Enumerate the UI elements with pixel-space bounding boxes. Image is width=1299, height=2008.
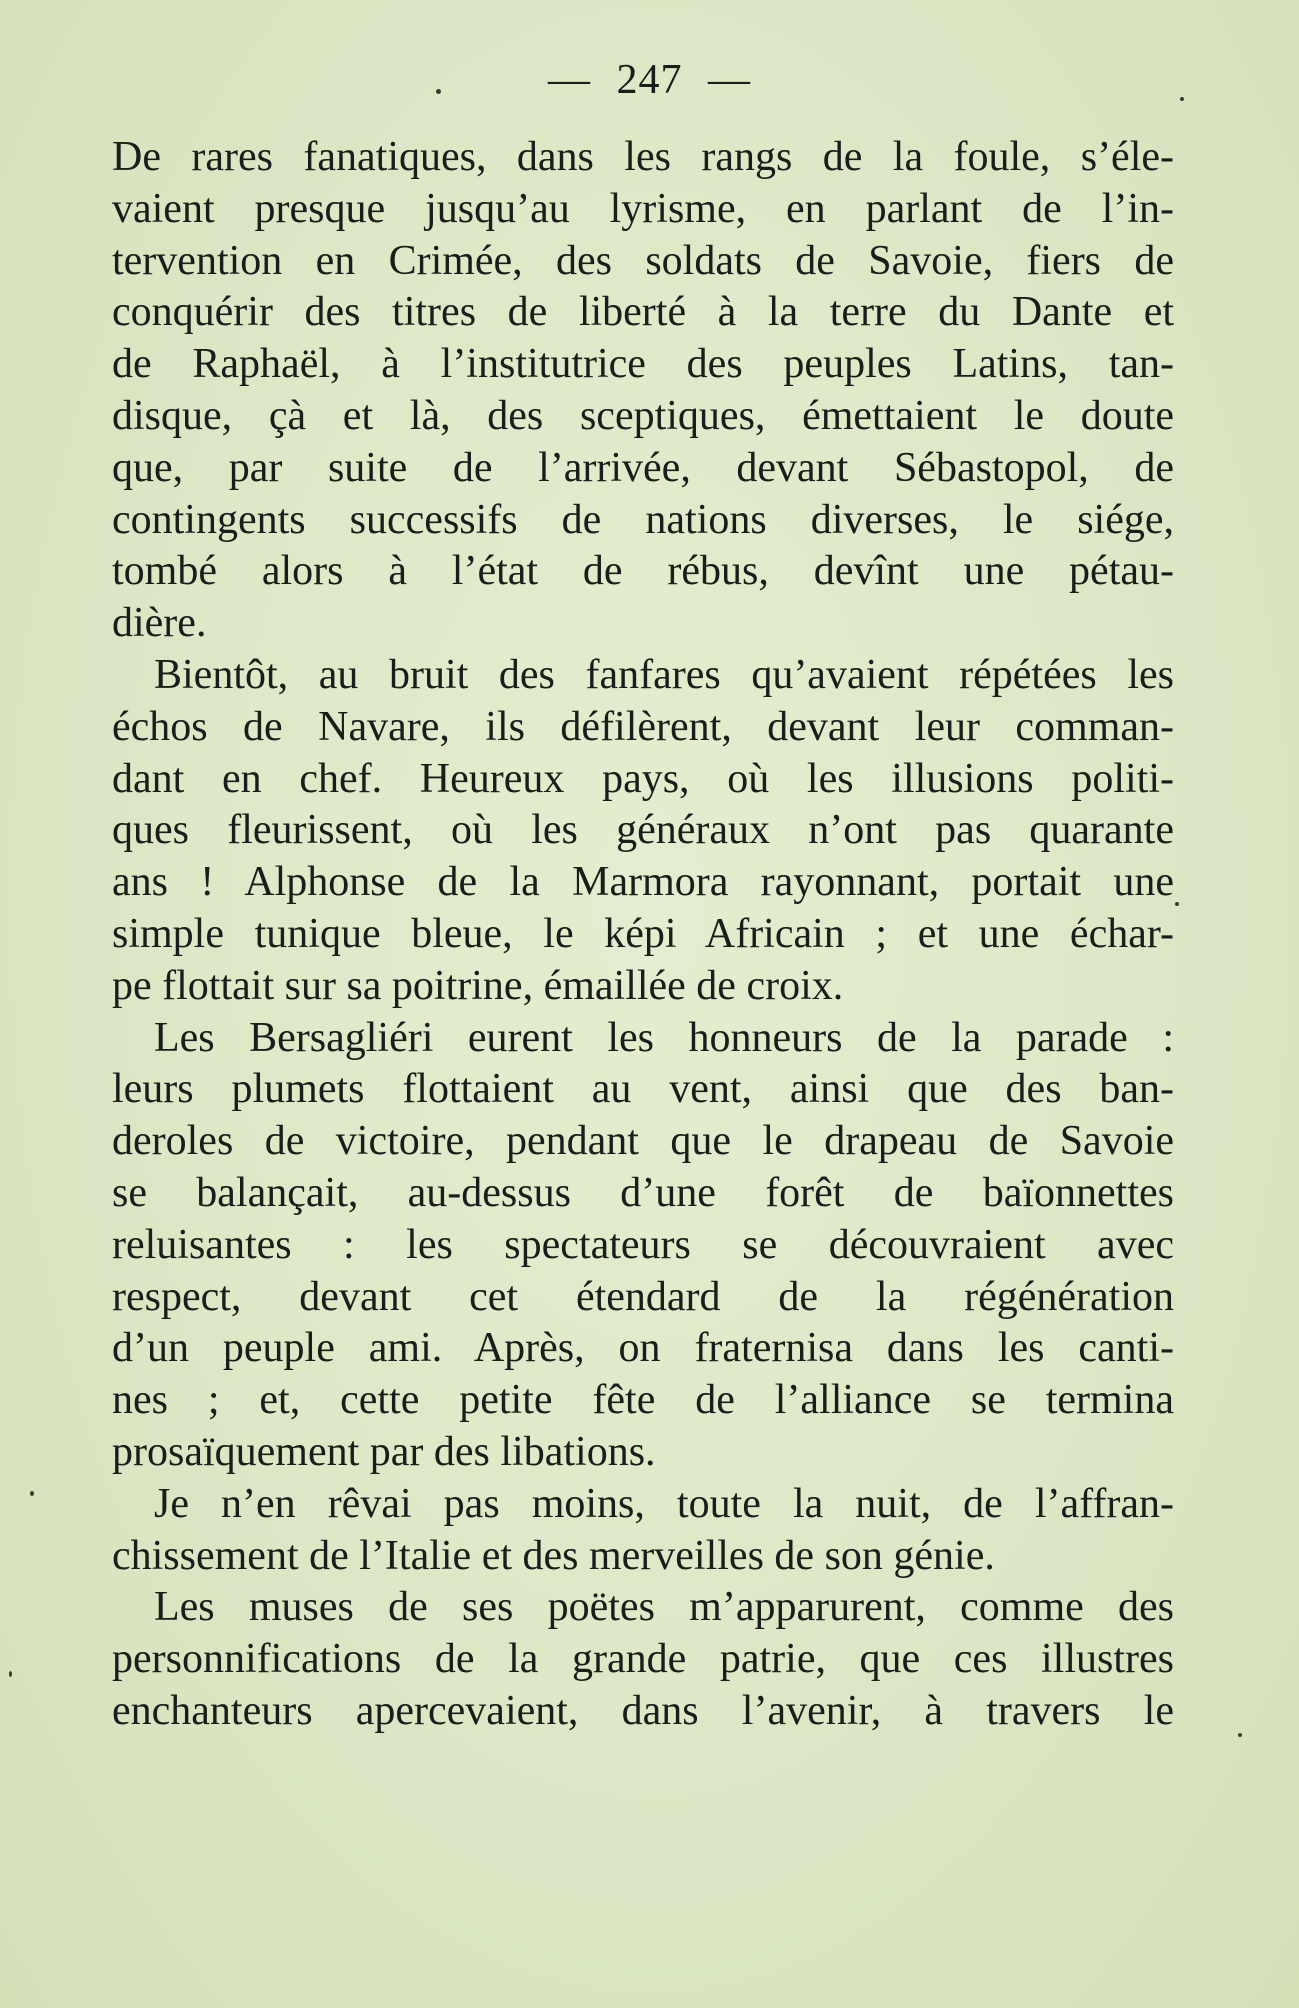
- text-line: contingents successifs de nations diverses, le siége,: [112, 496, 1174, 543]
- paper-speck: [1175, 902, 1179, 906]
- body-text: [112, 132, 1174, 1738]
- text-line: dant en chef. Heureux pays, où les illusions politi-: [112, 755, 1174, 802]
- text-line: leurs plumets flottaient au vent, ainsi que des ban-: [112, 1066, 1174, 1113]
- text-line: de Raphaël, à l’institutrice des peuples Latins, tan-: [112, 341, 1174, 388]
- text-line: deroles de victoire, pendant que le drapeau de Savoie: [112, 1118, 1174, 1165]
- text-line: nes ; et, cette petite fête de l’alliance se termina: [112, 1377, 1174, 1424]
- paper-speck: [1238, 1733, 1242, 1737]
- text-line: Les muses de ses poëtes m’apparurent, comme des: [154, 1584, 1174, 1631]
- text-line: Je n’en rêvai pas moins, toute la nuit, de l’affran-: [154, 1480, 1174, 1527]
- text-line: reluisantes : les spectateurs se découvraient avec: [112, 1221, 1174, 1268]
- text-line: pe flottait sur sa poitrine, émaillée de croix.: [112, 962, 844, 1009]
- text-line: d’un peuple ami. Après, on fraternisa dans les canti-: [112, 1325, 1174, 1372]
- paper-speck: [30, 1491, 34, 1496]
- text-line: personnifications de la grande patrie, que ces illustres: [112, 1636, 1174, 1683]
- text-line: ans ! Alphonse de la Marmora rayonnant, portait une: [112, 859, 1174, 906]
- text-line: De rares fanatiques, dans les rangs de la foule, s’éle-: [112, 134, 1174, 180]
- text-line: Les Bersagliéri eurent les honneurs de la parade :: [154, 1014, 1174, 1061]
- text-line: échos de Navare, ils défilèrent, devant leur comman-: [112, 703, 1174, 750]
- text-line: tervention en Crimée, des soldats de Savoie, fiers de: [112, 237, 1174, 284]
- text-line: que, par suite de l’arrivée, devant Sébastopol, de: [112, 444, 1174, 491]
- text-line: chissement de l’Italie et des merveilles de son génie.: [112, 1532, 995, 1579]
- text-line: se balançait, au-dessus d’une forêt de baïonnettes: [112, 1169, 1174, 1216]
- text-line: tombé alors à l’état de rébus, devînt une pétau-: [112, 548, 1174, 595]
- header-dash-right: —: [708, 57, 751, 103]
- page-number: 247: [616, 57, 683, 103]
- text-line: respect, devant cet étendard de la régénération: [112, 1273, 1174, 1320]
- text-line: enchanteurs apercevaient, dans l’avenir, à travers le: [112, 1687, 1174, 1734]
- page-number-header: [0, 56, 1299, 104]
- text-line: conquérir des titres de liberté à la terre du Dante et: [112, 289, 1174, 336]
- text-line: simple tunique bleue, le képi Africain ; et une échar-: [112, 910, 1174, 957]
- paper-speck: [9, 1671, 12, 1677]
- paper-speck: [1180, 97, 1184, 101]
- text-line: prosaïquement par des libations.: [112, 1428, 656, 1475]
- text-line: ques fleurissent, où les généraux n’ont pas quarante: [112, 807, 1174, 854]
- text-line: vaient presque jusqu’au lyrisme, en parlant de l’in-: [112, 185, 1174, 232]
- paper-speck: [436, 89, 441, 94]
- header-dash-left: —: [548, 57, 591, 103]
- text-line: Bientôt, au bruit des fanfares qu’avaient répétées les: [154, 651, 1174, 698]
- text-line: dière.: [112, 600, 207, 647]
- text-line: disque, çà et là, des sceptiques, émettaient le doute: [112, 392, 1174, 439]
